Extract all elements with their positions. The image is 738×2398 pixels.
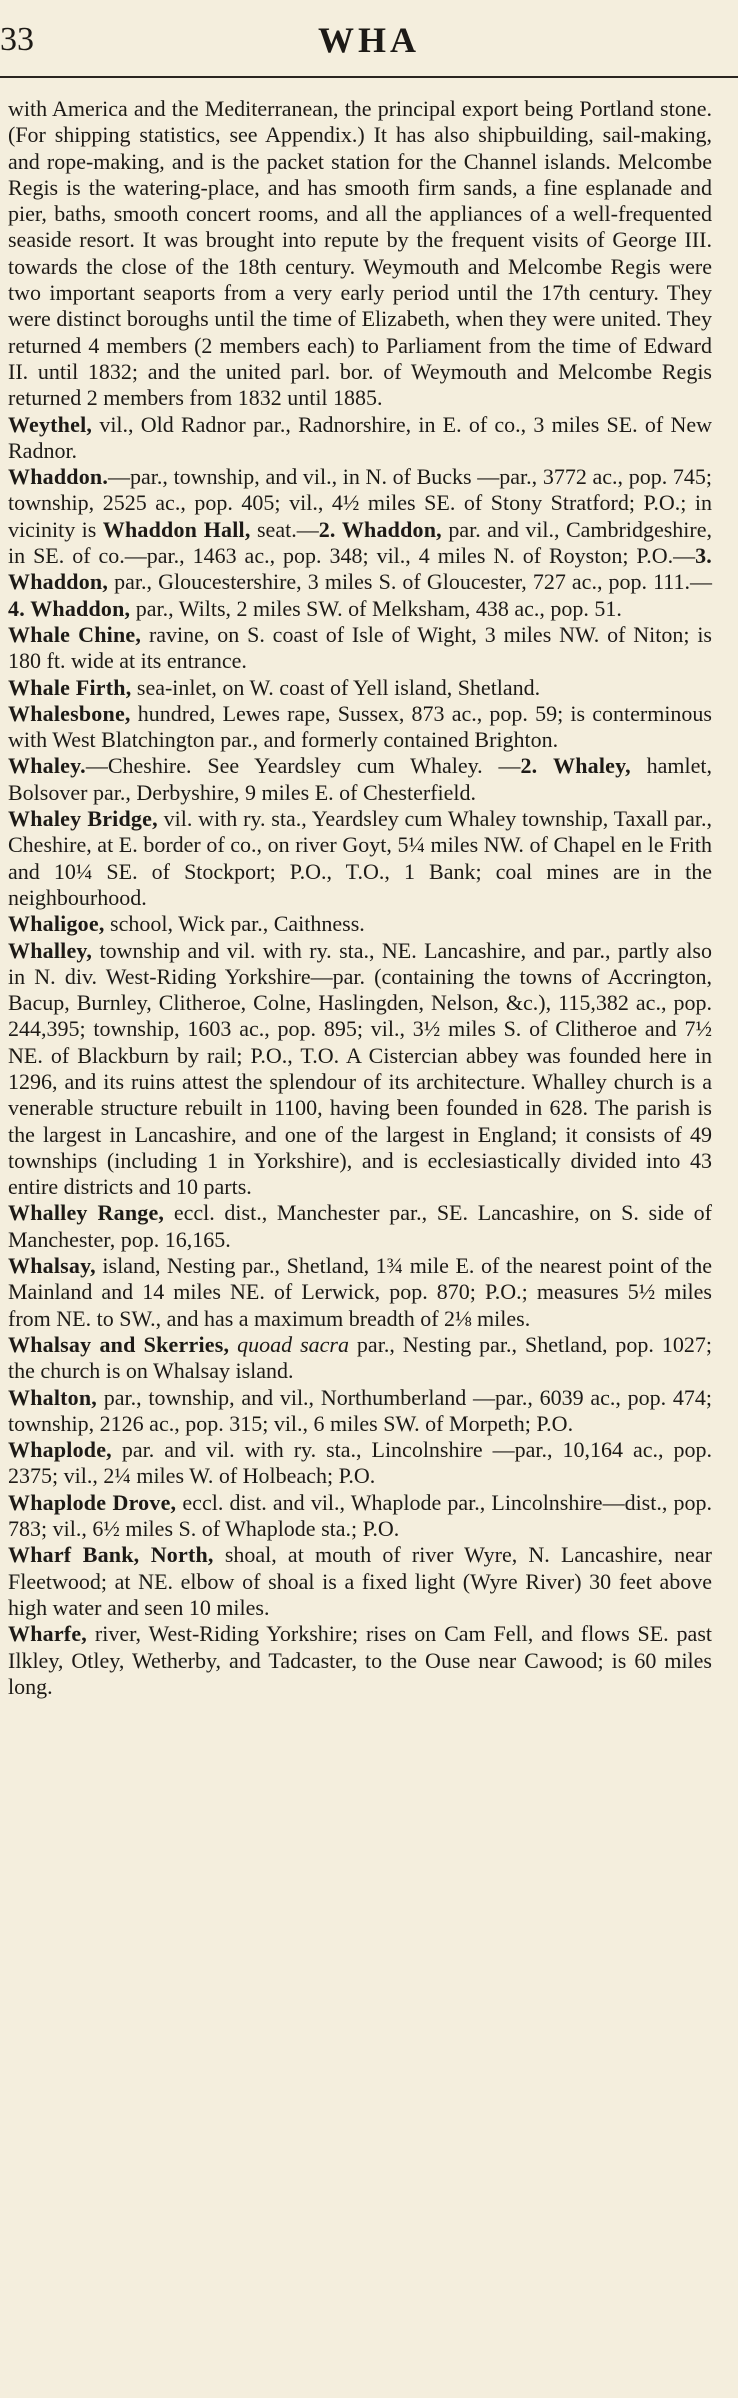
headword: Whaplode Drove, [8, 1489, 177, 1515]
entry-whaplode: Whaplode, par. and vil. with ry. sta., Lincolnshire —par., 10,164 ac., pop. 2375; vil., 2¼ miles W. of Holbeach; P.O. [8, 1437, 712, 1489]
headword: 3. Whaddon, [8, 543, 712, 595]
entry-weymouth-continued: with America and the Mediterranean, the principal export being Portland stone. (For shipping statistics, see Appendix.) It has also shipbuilding, sail-making, and rope-making, and is the packet station for the Channel islands. Melcombe Regis is the watering-place, and has smooth firm sands, a fine esplanade and pier, baths, smooth concert rooms, and all the appliances of a well-frequented seaside resort. It was brought into repute by the frequent visits of George III. towards the close of the 18th century. Weymouth and Melcombe Regis were two important seaports from a very early period until the 17th century. They were distinct boroughs until the time of Elizabeth, when they were united. They returned 4 members (2 members each) to Parliament from the time of Edward II. until 1832; and the united parl. bor. of Weymouth and Melcombe Regis returned 2 members from 1832 until 1885. [8, 96, 712, 411]
headword: Whaley Bridge, [8, 806, 158, 832]
headword: Whaddon. [8, 464, 109, 490]
entry-whalsay-and-skerries: Whalsay and Skerries, quoad sacra par., Nesting par., Shetland, pop. 1027; the church is on Whalsay island. [8, 1331, 712, 1384]
entry-wharf-bank-north: Wharf Bank, North, shoal, at mouth of river Wyre, N. Lancashire, near Fleetwood; at NE. elbow of shoal is a fixed light (Wyre River) 30 feet above high water and seen 10 miles. [8, 1542, 712, 1620]
headword: Whalsay, [8, 1253, 96, 1279]
headword: Whaplode, [8, 1437, 112, 1463]
entry-whale-firth: Whale Firth, sea-inlet, on W. coast of Yell island, Shetland. [8, 674, 541, 700]
entry-weythel: Weythel, vil., Old Radnor par., Radnorshire, in E. of co., 3 miles SE. of New Radnor. [8, 411, 712, 463]
entry-whalesbone: Whalesbone, hundred, Lewes rape, Sussex, 873 ac., pop. 59; is conterminous with West Blatchington par., and formerly contained Brighton. [8, 700, 712, 753]
headword: 2. Whaley, [520, 753, 631, 779]
entry-whaley-bridge: Whaley Bridge, vil. with ry. sta., Yeardsley cum Whaley township, Taxall par., Cheshire, at E. border of co., on river Goyt, 5¼ miles NW. of Chapel en le Frith and 10¼ SE. of Stockport; P.O., T.O., 1 Bank; coal mines are in the neighbourhood. [8, 806, 712, 910]
running-head: WHA [318, 20, 420, 60]
headword: Whalsay and Skerries, [8, 1331, 230, 1357]
entry-wharfe: Wharfe, river, West-Riding Yorkshire; rises on Cam Fell, and flows SE. past Ilkley, Otley, Wetherby, and Tadcaster, to the Ouse near Cawood; is 60 miles long. [8, 1621, 712, 1699]
headword: 4. Whaddon, [8, 595, 131, 621]
headword: Whalesbone, [8, 700, 131, 726]
entry-whaley: Whaley.—Cheshire. See Yeardsley cum Whaley. —2. Whaley, hamlet, Bolsover par., Derbyshire, 9 miles E. of Chesterfield. [8, 753, 712, 805]
headword: Weythel, [8, 411, 93, 437]
headword: Whalley, [8, 937, 93, 963]
entry-whaplode-drove: Whaplode Drove, eccl. dist. and vil., Whaplode par., Lincolnshire—dist., pop. 783; vil., 6½ miles S. of Whaplode sta.; P.O. [8, 1489, 713, 1542]
entry-whaddon: Whaddon.—par., township, and vil., in N. of Bucks —par., 3772 ac., pop. 745; township, 2525 ac., pop. 405; vil., 4½ miles SE. of Stony Stratford; P.O.; in vicinity is Whaddon Hall, seat.—2. Whaddon, par. and vil., Cambridgeshire, in SE. of co.—par., 1463 ac., pop. 348; vil., 4 miles N. of Royston; P.O.—3. Whaddon, par., Gloucestershire, 3 miles S. of Gloucester, 727 ac., pop. 111.—4. Whaddon, par., Wilts, 2 miles SW. of Melksham, 438 ac., pop. 51. [8, 464, 712, 621]
headword: Whaley. [8, 753, 86, 779]
headword: Whale Firth, [8, 674, 132, 700]
headword: Whaddon Hall, [102, 516, 251, 542]
headword: 2. Whaddon, [318, 516, 442, 542]
headword: Wharf Bank, North, [8, 1542, 214, 1568]
entry-whale-chine: Whale Chine, ravine, on S. coast of Isle of Wight, 3 miles NW. of Niton; is 180 ft. wide at its entrance. [8, 621, 712, 674]
page-number: 33 [0, 21, 34, 58]
page-header [0, 0, 738, 84]
entry-whalton: Whalton, par., township, and vil., Northumberland —par., 6039 ac., pop. 474; township, 2126 ac., pop. 315; vil., 6 miles SW. of Morpeth; P.O. [8, 1384, 712, 1436]
entries-column [8, 96, 712, 1700]
entry-whalsay: Whalsay, island, Nesting par., Shetland, 1¾ mile E. of the nearest point of the Mainland and 14 miles NE. of Lerwick, pop. 870; P.O.; measures 5½ miles from NE. to SW., and has a maximum breadth of 2⅛ miles. [8, 1253, 712, 1331]
headword: Whale Chine, [8, 621, 142, 647]
headword: Whalton, [8, 1384, 98, 1410]
entry-whalley: Whalley, township and vil. with ry. sta., NE. Lancashire, and par., partly also in N. div. West-Riding Yorkshire—par. (containing the towns of Accrington, Bacup, Burnley, Clitheroe, Colne, Haslingden, Nelson, &c.), 115,382 ac., pop. 244,395; township, 1603 ac., pop. 895; vil., 3½ miles S. of Clitheroe and 7½ NE. of Blackburn by rail; P.O., T.O. A Cistercian abbey was founded here in 1296, and its ruins attest the splendour of its architecture. Whalley church is a venerable structure rebuilt in 1100, having been founded in 628. The parish is the largest in Lancashire, and one of the largest in England; it consists of 49 townships (including 1 in Yorkshire), and is ecclesiastically divided into 43 entire districts and 10 parts. [8, 937, 712, 1200]
headword: Whaligoe, [8, 911, 105, 937]
headword: Whalley Range, [8, 1200, 165, 1226]
entry-whaligoe: Whaligoe, school, Wick par., Caithness. [8, 911, 365, 937]
headword: Wharfe, [8, 1621, 87, 1647]
entry-whalley-range: Whalley Range, eccl. dist., Manchester par., SE. Lancashire, on S. side of Manchester, pop. 16,165. [8, 1200, 712, 1252]
header-rule [0, 76, 738, 78]
